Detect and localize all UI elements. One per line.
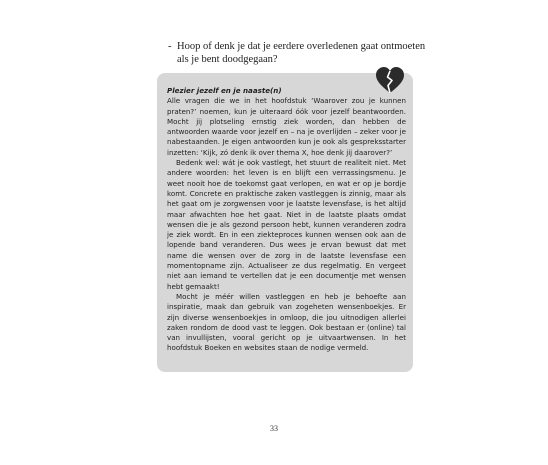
bullet-item: [168, 40, 438, 66]
box-paragraph-1: Alle vragen die we in het hoofdstuk ‘Waarover zou je kunnen praten?’ noemen, kun je uiteraard óók voor jezelf beantwoorden. Mocht jij plotseling ernstig ziek worden, dan hebben de antwoorden waarde voor jezelf en – na je overlijden – zeker voor je nabestaanden. Je eigen antwoorden kun je ook als gespreksstarter inzetten: ‘Kijk, zó denk ik over thema X, hoe denk jij daarover?’: [167, 96, 406, 157]
box-paragraph-3: Mocht je méér willen vastleggen en heb je behoefte aan inspiratie, maak dan gebruik van zogeheten wensenboekjes. Er zijn diverse wensenboekjes in omloop, die jou uitnodigen allerlei zaken rondom de dood vast te leggen. Ook bestaan er (online) tal van invullijsten, vooral gericht op je uitvaartwensen. In het hoofdstuk Boeken en websites staan de nodige vermeld.: [167, 291, 406, 353]
info-box-title: Plezier jezelf en je naaste(n): [167, 86, 282, 95]
bullet-dash: -: [168, 41, 172, 52]
bullet-text: Hoop of denk je dat je eerdere overledenen gaat ontmoeten als je bent doodgegaan?: [177, 41, 426, 65]
info-box-content: [167, 86, 406, 354]
box-paragraph-2: Bedenk wel: wát je ook vastlegt, het stuurt de realiteit niet. Met andere woorden: het leven is en blijft een verrassingsmenu. Je weet nooit hoe de toekomst gaat verlopen, en wat er op je bordje komt. Concrete en praktische zaken vastleggen is zinnig, maar als het gaat om je zorgwensen voor je laatste levensfase, is het altijd maar afwachten hoe het gaat. Niet in de laatste plaats omdat wensen die je als gezond persoon hebt, kunnen veranderen zodra je ziek wordt. En in een ziekteproces kunnen wensen ook aan de lopende band veranderen. Dus wees je ervan bewust dat met name die wensen over de zorg in de laatste levensfase een momentopname zijn. Actualiseer ze dus regelmatig. En vergeet niet aan iemand te vertellen dat je een documentje met wensen hebt gemaakt!: [167, 158, 406, 291]
page-number: 33: [270, 424, 278, 433]
